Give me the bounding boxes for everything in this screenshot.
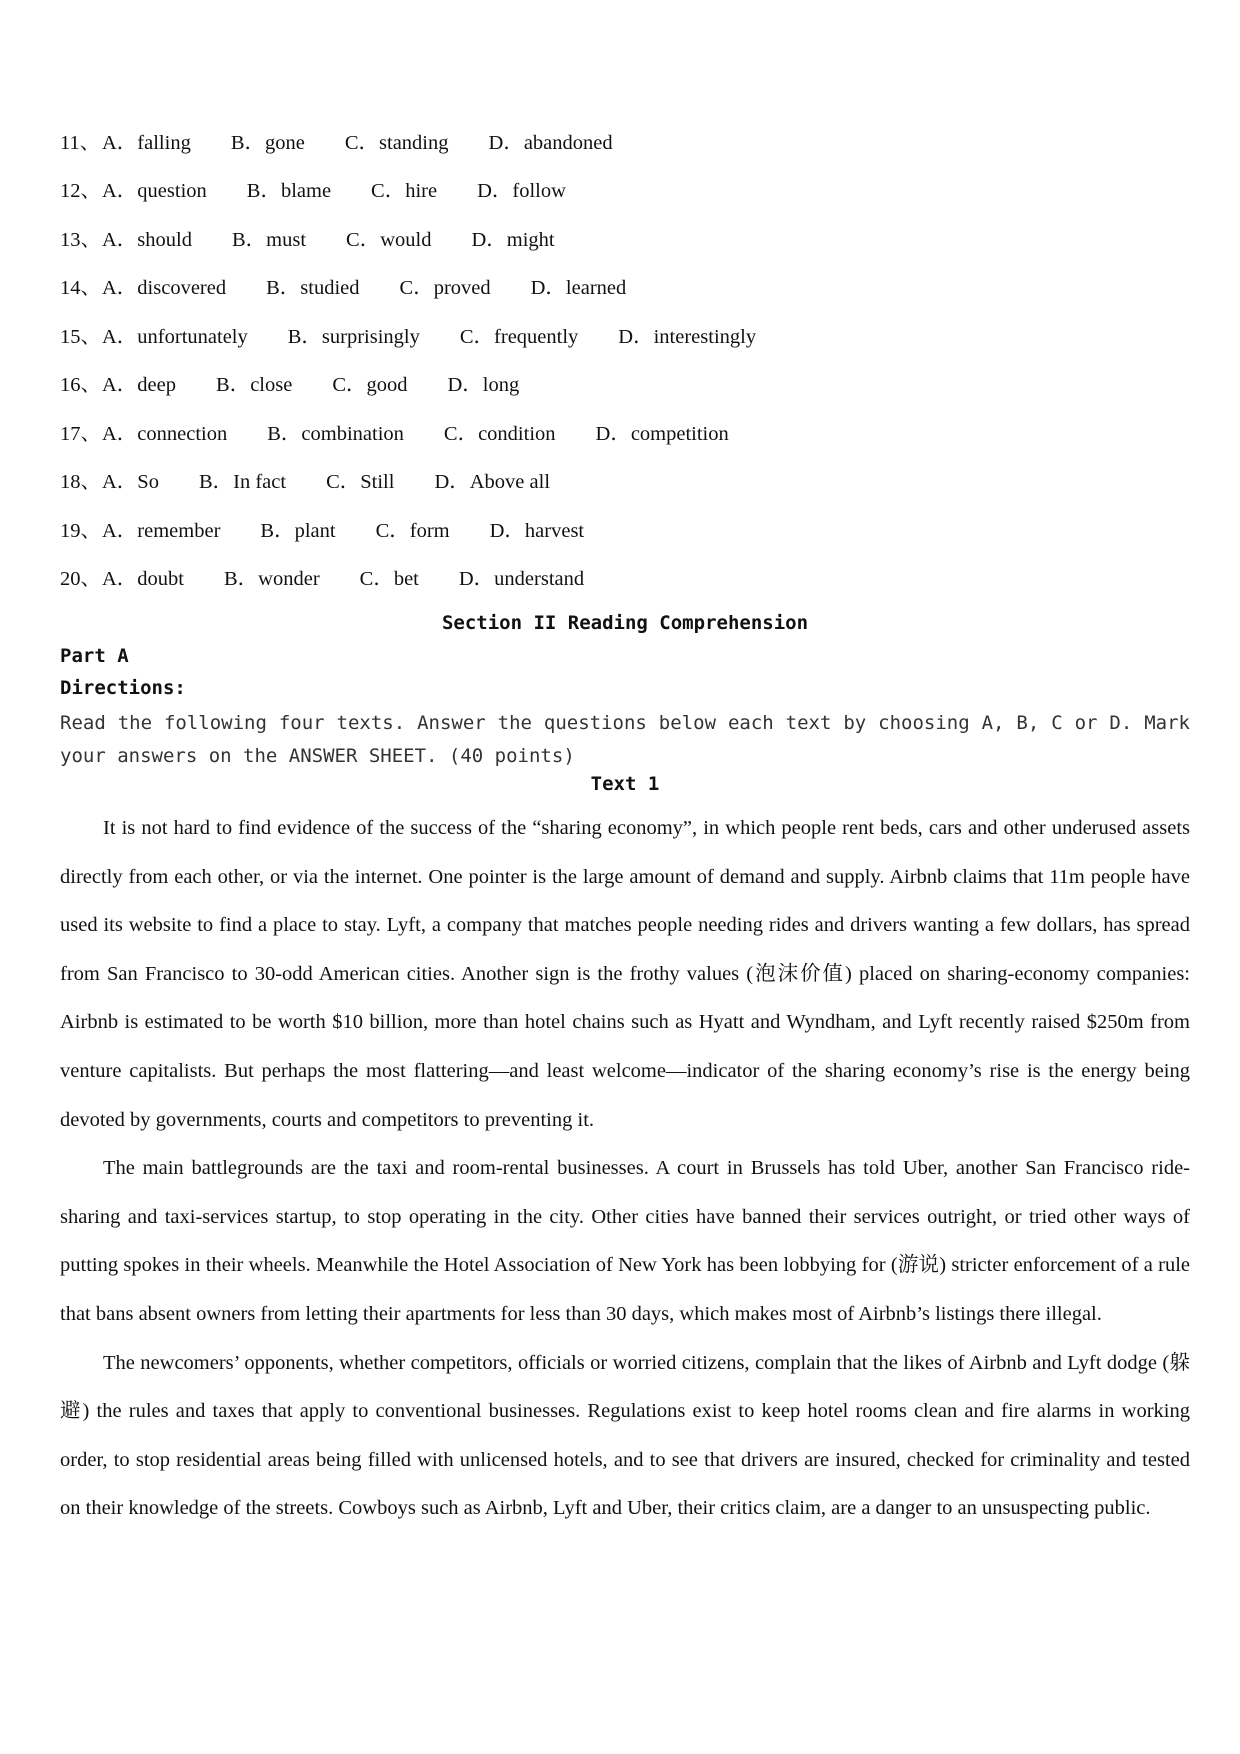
option-b: B．gone [230, 132, 305, 154]
option-d: D．learned [530, 277, 627, 299]
option-c: C．frequently [459, 326, 579, 348]
question-number: 17、 [60, 423, 101, 445]
section-title: Section II Reading Comprehension [441, 612, 809, 634]
option-a: A．connection [102, 423, 228, 445]
option-a: A．remember [102, 520, 221, 542]
option-a: A．deep [102, 374, 177, 396]
question-20 [60, 564, 584, 594]
option-d: D．understand [458, 568, 585, 590]
option-c: C．form [375, 520, 450, 542]
question-number: 12、 [60, 180, 101, 202]
reading-passage [60, 804, 1190, 1533]
option-a: A．question [102, 180, 207, 202]
question-number: 13、 [60, 229, 101, 251]
option-d: D．abandoned [488, 132, 613, 154]
option-c: C．would [346, 229, 432, 251]
option-a: A．So [102, 471, 159, 493]
option-d: D．follow [477, 180, 566, 202]
option-b: B．combination [267, 423, 404, 445]
option-d: D．might [471, 229, 555, 251]
question-number: 16、 [60, 374, 101, 396]
option-a: A．should [102, 229, 192, 251]
question-12 [60, 176, 566, 206]
question-18 [60, 467, 550, 497]
option-d: D．interestingly [618, 326, 757, 348]
directions-text: Read the following four texts. Answer the questions below each text by choosing A, B, C or D. Mark your answers on the ANSWER SHEET. (40 points) [60, 712, 1190, 767]
option-b: B．surprisingly [287, 326, 420, 348]
question-13 [60, 225, 555, 255]
option-c: C．Still [326, 471, 395, 493]
option-b: B．blame [246, 180, 332, 202]
question-number: 11、 [60, 132, 101, 154]
option-a: A．discovered [102, 277, 227, 299]
question-number: 15、 [60, 326, 101, 348]
option-d: D．harvest [489, 520, 585, 542]
passage-paragraph-3: The newcomers’ opponents, whether competitors, officials or worried citizens, complain that the likes of Airbnb and Lyft dodge (躲避) the rules and taxes that apply to conventional businesses. Regulations exist to keep hotel rooms clean and fire alarms in working order, to stop residential areas being filled with unlicensed hotels, and to see that drivers are insured, checked for criminality and tested on their knowledge of the streets. Cowboys such as Airbnb, Lyft and Uber, their critics claim, are a danger to an unsuspecting public. [60, 1351, 1190, 1520]
option-c: C．good [332, 374, 408, 396]
question-19 [60, 516, 584, 546]
option-d: D．long [447, 374, 520, 396]
option-c: C．standing [344, 132, 449, 154]
question-16 [60, 370, 519, 400]
question-17 [60, 419, 729, 449]
question-number: 20、 [60, 568, 101, 590]
question-14 [60, 273, 626, 303]
question-15 [60, 322, 756, 352]
option-b: B．wonder [224, 568, 320, 590]
question-number: 19、 [60, 520, 101, 542]
option-d: D．Above all [434, 471, 551, 493]
option-a: A．unfortunately [102, 326, 248, 348]
directions-label: Directions: [60, 677, 186, 699]
option-d: D．competition [595, 423, 729, 445]
option-a: A．falling [102, 132, 191, 154]
option-c: C．condition [443, 423, 556, 445]
option-b: B．In fact [198, 471, 287, 493]
option-b: B．studied [266, 277, 360, 299]
question-11 [60, 128, 613, 158]
passage-paragraph-1: It is not hard to find evidence of the success of the “sharing economy”, in which people rent beds, cars and other underused assets directly from each other, or via the internet. One pointer is the large amount of demand and supply. Airbnb claims that 11m people have used its website to find a place to stay. Lyft, a company that matches people needing rides and drivers wanting a few dollars, has spread from San Francisco to 30-odd American cities. Another sign is the frothy values (泡沫价值) placed on sharing-economy companies: Airbnb is estimated to be worth $10 billion, more than hotel chains such as Hyatt and Wyndham, and Lyft recently raised $250m from venture capitalists. But perhaps the most flattering—and least welcome—indicator of the sharing economy’s rise is the energy being devoted by governments, courts and competitors to preventing it. [60, 817, 1190, 1131]
option-c: C．bet [359, 568, 419, 590]
question-number: 18、 [60, 471, 101, 493]
passage-paragraph-2: The main battlegrounds are the taxi and room-rental businesses. A court in Brussels has told Uber, another San Francisco ride-sharing and taxi-services startup, to stop operating in the city. Other cities have banned their services outright, or tried other ways of putting spokes in their wheels. Meanwhile the Hotel Association of New York has been lobbying for (游说) stricter enforcement of a rule that bans absent owners from letting their apartments for less than 30 days, which makes most of Airbnb’s listings there illegal. [60, 1157, 1190, 1325]
option-b: B．must [231, 229, 307, 251]
option-c: C．proved [399, 277, 491, 299]
text-title: Text 1 [590, 773, 660, 795]
question-number: 14、 [60, 277, 101, 299]
option-b: B．close [216, 374, 293, 396]
option-c: C．hire [371, 180, 438, 202]
part-heading: Part A [60, 645, 129, 667]
option-b: B．plant [260, 520, 336, 542]
option-a: A．doubt [102, 568, 184, 590]
